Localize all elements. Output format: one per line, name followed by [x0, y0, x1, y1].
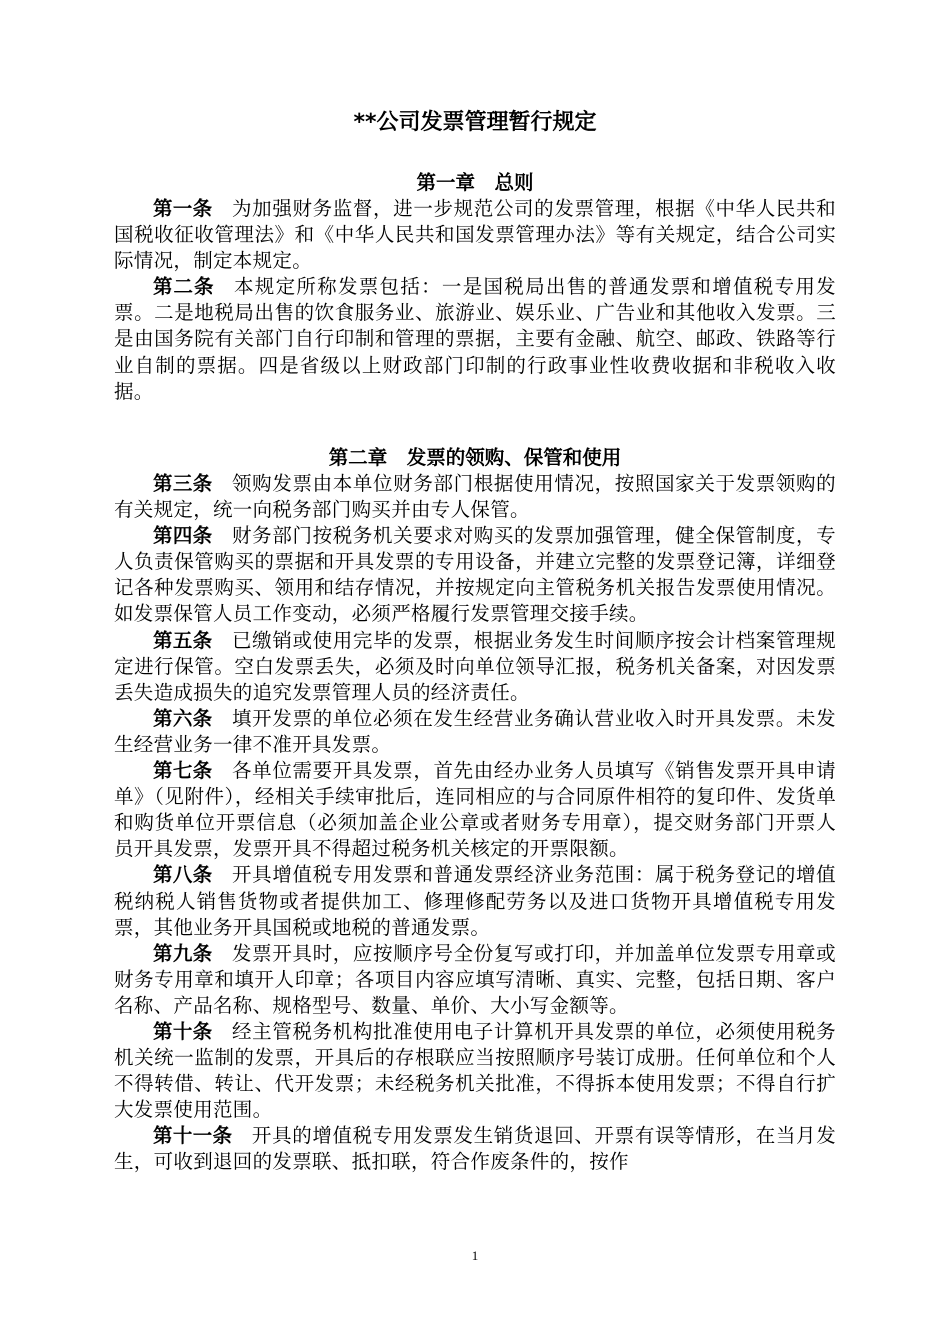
article-8 [114, 862, 836, 940]
article-text: 本规定所称发票包括：一是国税局出售的普通发票和增值税专用发票。二是地税局出售的饮食服务业、旅游业、娱乐业、广告业和其他收入发票。三是由国务院有关部门自行印制和管理的票据，主要有金融、航空、邮政、铁路等行业自制的票据。四是省级以上财政部门印制的行政事业性收费收据和非税收入收据。 [114, 275, 836, 403]
article-5 [114, 628, 836, 706]
article-9 [114, 941, 836, 1019]
article-6 [114, 706, 836, 758]
document-title: **公司发票管理暂行规定 [353, 110, 597, 135]
article-number: 第一条 [153, 197, 213, 220]
document-page [114, 0, 836, 1344]
article-3 [114, 471, 836, 523]
article-text: 领购发票由本单位财务部门根据使用情况，按照国家关于发票领购的有关规定，统一向税务部门购买并由专人保管。 [114, 472, 836, 522]
article-10 [114, 1019, 836, 1123]
article-1 [114, 196, 836, 274]
article-number: 第二条 [153, 275, 215, 299]
article-text: 为加强财务监督，进一步规范公司的发票管理，根据《中华人民共和国税收征收管理法》和《中华人民共和国发票管理办法》等有关规定，结合公司实际情况，制定本规定。 [114, 197, 836, 273]
article-text: 财务部门按税务机关要求对购买的发票加强管理，健全保管制度，专人负责保管购买的票据和开具发票的专用设备，并建立完整的发票登记簿，详细登记各种发票购买、领用和结存情况，并按规定向主管税务机关报告发票使用情况。如发票保管人员工作变动，必须严格履行发票管理交接手续。 [114, 524, 836, 626]
chapter-heading: 第一章 总则 [416, 171, 534, 194]
chapter-2 [114, 445, 836, 1176]
article-11 [114, 1123, 836, 1175]
article-number: 第三条 [153, 472, 213, 495]
article-4 [114, 523, 836, 627]
chapter-heading: 第二章 发票的领购、保管和使用 [328, 446, 622, 469]
article-7 [114, 758, 836, 862]
article-text: 发票开具时，应按顺序号全份复写或打印，并加盖单位发票专用章或财务专用章和填开人印章；各项目内容应填写清晰、真实、完整，包括日期、客户名称、产品名称、规格型号、数量、单价、大小写金额等。 [114, 941, 836, 1017]
article-text: 填开发票的单位必须在发生经营业务确认营业收入时开具发票。未发生经营业务一律不准开具发票。 [114, 706, 836, 756]
article-number: 第十一条 [153, 1124, 233, 1148]
article-number: 第四条 [153, 524, 213, 548]
article-number: 第七条 [153, 759, 213, 783]
article-text: 开具增值税专用发票和普通发票经济业务范围：属于税务登记的增值税纳税人销售货物或者提供加工、修理修配劳务以及进口货物开具增值税专用发票，其他业务开具国税或地税的普通发票。 [114, 863, 836, 939]
chapter-1 [114, 170, 836, 405]
page-number: 1 [471, 1248, 479, 1263]
article-2 [114, 274, 836, 404]
article-text: 已缴销或使用完毕的发票，根据业务发生时间顺序按会计档案管理规定进行保管。空白发票丢失，必须及时向单位领导汇报，税务机关备案，对因发票丢失造成损失的追究发票管理人员的经济责任。 [114, 628, 836, 704]
article-number: 第六条 [153, 706, 213, 730]
article-text: 开具的增值税专用发票发生销货退回、开票有误等情形，在当月发生，可收到退回的发票联、抵扣联，符合作废条件的，按作 [114, 1124, 836, 1174]
article-number: 第五条 [153, 628, 213, 652]
article-text: 经主管税务机构批准使用电子计算机开具发票的单位，必须使用税务机关统一监制的发票，开具后的存根联应当按照顺序号装订成册。任何单位和个人不得转借、转让、代开发票；未经税务机关批准，不得拆本使用发票；不得自行扩大发票使用范围。 [114, 1019, 836, 1122]
article-number: 第九条 [153, 941, 213, 965]
article-text: 各单位需要开具发票，首先由经办业务人员填写《销售发票开具申请单》（见附件），经相关手续审批后，连同相应的与合同原件相符的复印件、发货单和购货单位开票信息（必须加盖企业公章或者财务专用章），提交财务部门开票人员开具发票，发票开具不得超过税务机关核定的开票限额。 [114, 759, 836, 861]
article-number: 第八条 [153, 863, 213, 887]
article-number: 第十条 [153, 1019, 213, 1043]
